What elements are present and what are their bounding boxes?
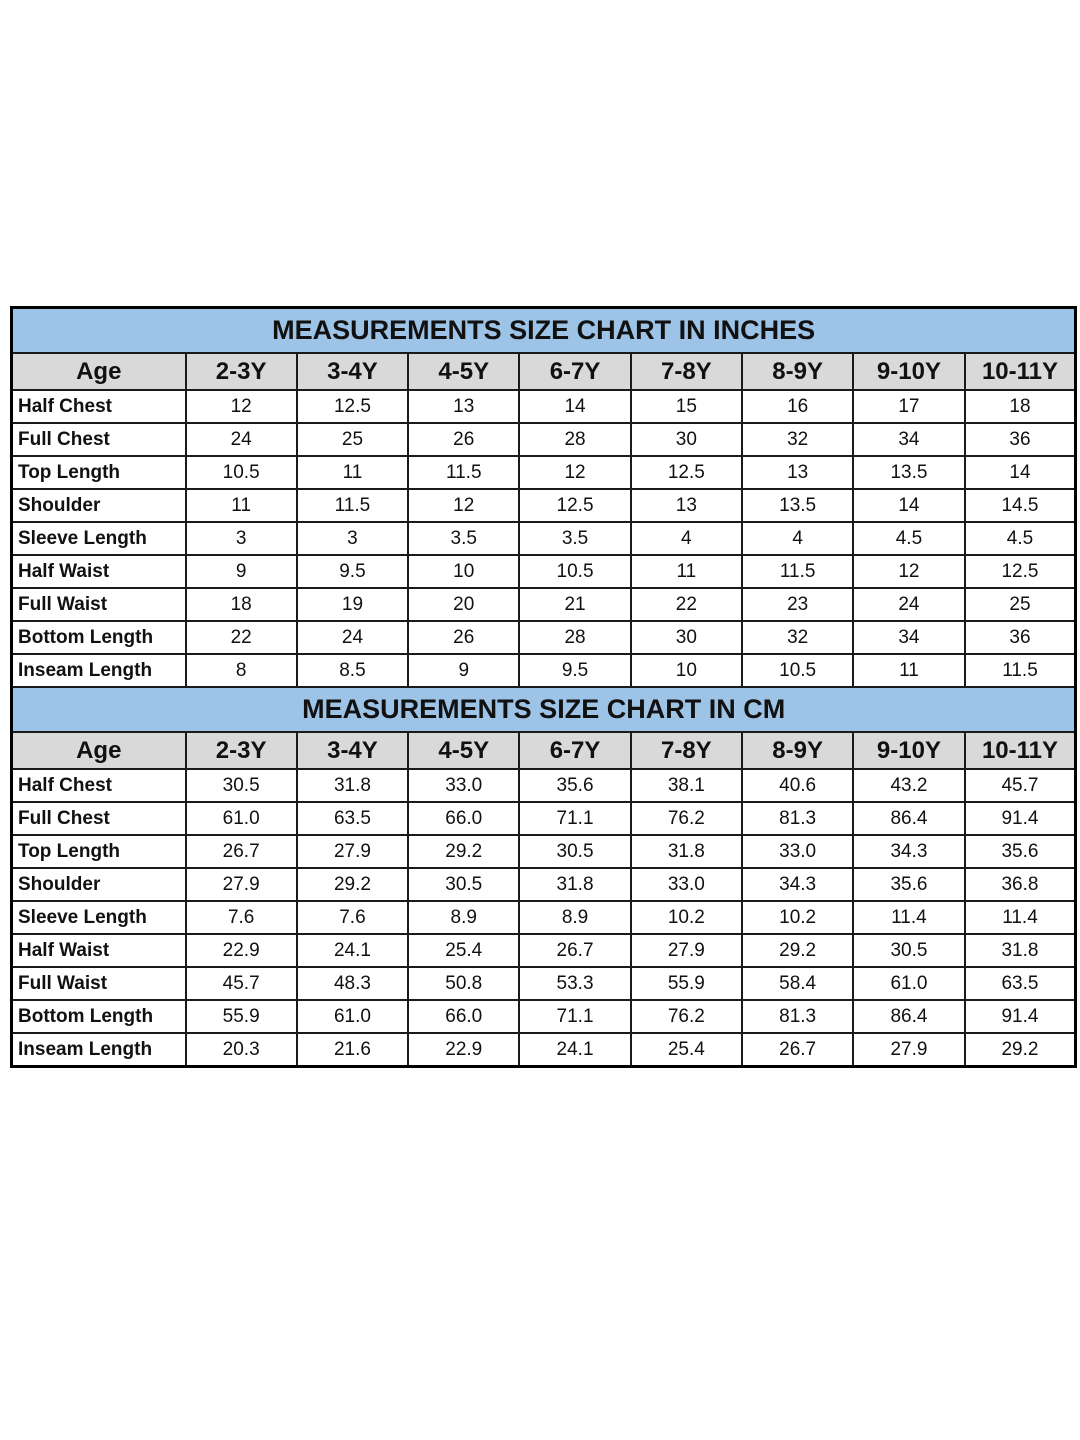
measurement-value: 29.2 <box>742 934 853 967</box>
measurement-label: Top Length <box>12 835 186 868</box>
measurement-value: 71.1 <box>519 802 630 835</box>
measurement-value: 26.7 <box>742 1033 853 1067</box>
measurement-value: 10 <box>631 654 742 687</box>
size-header-cell: 4-5Y <box>408 732 519 769</box>
measurement-value: 20 <box>408 588 519 621</box>
cm-section-title: MEASUREMENTS SIZE CHART IN CM <box>12 687 1076 732</box>
measurement-value: 86.4 <box>853 1000 964 1033</box>
measurement-value: 14 <box>853 489 964 522</box>
measurement-label: Inseam Length <box>12 1033 186 1067</box>
measurement-value: 53.3 <box>519 967 630 1000</box>
measurement-value: 11.5 <box>742 555 853 588</box>
measurement-value: 34.3 <box>853 835 964 868</box>
measurement-value: 20.3 <box>186 1033 297 1067</box>
size-header-cell: 6-7Y <box>519 732 630 769</box>
inches-section-title: MEASUREMENTS SIZE CHART IN INCHES <box>12 308 1076 354</box>
measurement-value: 10.2 <box>742 901 853 934</box>
measurement-value: 33.0 <box>631 868 742 901</box>
measurement-value: 38.1 <box>631 769 742 802</box>
measurement-label: Bottom Length <box>12 621 186 654</box>
measurement-value: 61.0 <box>186 802 297 835</box>
measurement-label: Half Chest <box>12 390 186 423</box>
measurement-value: 21 <box>519 588 630 621</box>
measurement-value: 16 <box>742 390 853 423</box>
measurement-label: Sleeve Length <box>12 522 186 555</box>
table-row <box>12 1000 1076 1033</box>
measurement-value: 12 <box>519 456 630 489</box>
measurement-value: 14 <box>519 390 630 423</box>
size-header-cell: 3-4Y <box>297 353 408 390</box>
measurement-value: 48.3 <box>297 967 408 1000</box>
measurement-value: 43.2 <box>853 769 964 802</box>
size-header-cell: 4-5Y <box>408 353 519 390</box>
measurement-value: 11.5 <box>965 654 1076 687</box>
measurement-value: 9.5 <box>519 654 630 687</box>
measurement-label: Top Length <box>12 456 186 489</box>
table-row <box>12 390 1076 423</box>
table-row <box>12 522 1076 555</box>
table-row <box>12 621 1076 654</box>
measurement-value: 18 <box>186 588 297 621</box>
measurement-value: 28 <box>519 621 630 654</box>
measurement-label: Sleeve Length <box>12 901 186 934</box>
measurement-value: 11.4 <box>853 901 964 934</box>
measurement-value: 91.4 <box>965 802 1076 835</box>
measurement-value: 33.0 <box>408 769 519 802</box>
measurement-value: 12 <box>853 555 964 588</box>
measurement-label: Half Waist <box>12 934 186 967</box>
measurement-value: 34 <box>853 423 964 456</box>
measurement-value: 29.2 <box>297 868 408 901</box>
measurement-value: 55.9 <box>186 1000 297 1033</box>
measurement-value: 91.4 <box>965 1000 1076 1033</box>
measurement-value: 29.2 <box>965 1033 1076 1067</box>
measurement-value: 4.5 <box>853 522 964 555</box>
measurement-value: 63.5 <box>965 967 1076 1000</box>
measurement-value: 55.9 <box>631 967 742 1000</box>
measurement-label: Half Waist <box>12 555 186 588</box>
measurement-value: 12 <box>186 390 297 423</box>
measurement-value: 8.5 <box>297 654 408 687</box>
table-row <box>12 835 1076 868</box>
measurement-value: 13.5 <box>853 456 964 489</box>
measurement-value: 26.7 <box>186 835 297 868</box>
table-row <box>12 802 1076 835</box>
measurement-value: 81.3 <box>742 1000 853 1033</box>
measurement-value: 32 <box>742 423 853 456</box>
measurement-value: 14 <box>965 456 1076 489</box>
measurement-value: 13 <box>408 390 519 423</box>
measurement-value: 24 <box>297 621 408 654</box>
measurement-value: 22 <box>186 621 297 654</box>
measurement-value: 11.4 <box>965 901 1076 934</box>
measurement-value: 30.5 <box>853 934 964 967</box>
size-header-cell: 9-10Y <box>853 732 964 769</box>
table-row <box>12 654 1076 687</box>
measurement-value: 4 <box>742 522 853 555</box>
age-header-cell: Age <box>12 732 186 769</box>
measurement-value: 50.8 <box>408 967 519 1000</box>
measurement-value: 3 <box>297 522 408 555</box>
size-header-cell: 10-11Y <box>965 353 1076 390</box>
table-row <box>12 967 1076 1000</box>
measurement-value: 31.8 <box>631 835 742 868</box>
measurement-value: 8.9 <box>408 901 519 934</box>
size-header-cell: 2-3Y <box>186 732 297 769</box>
measurement-value: 81.3 <box>742 802 853 835</box>
measurement-value: 29.2 <box>408 835 519 868</box>
measurement-value: 24 <box>186 423 297 456</box>
size-header-cell: 7-8Y <box>631 353 742 390</box>
measurement-value: 12.5 <box>631 456 742 489</box>
measurement-value: 22.9 <box>186 934 297 967</box>
measurement-value: 25 <box>297 423 408 456</box>
measurement-value: 40.6 <box>742 769 853 802</box>
measurement-label: Full Chest <box>12 802 186 835</box>
measurement-value: 30 <box>631 621 742 654</box>
measurement-label: Inseam Length <box>12 654 186 687</box>
measurement-value: 12.5 <box>965 555 1076 588</box>
age-header-cell: Age <box>12 353 186 390</box>
measurement-value: 21.6 <box>297 1033 408 1067</box>
size-header-cell: 8-9Y <box>742 732 853 769</box>
measurement-value: 7.6 <box>297 901 408 934</box>
size-header-cell: 3-4Y <box>297 732 408 769</box>
size-header-cell: 8-9Y <box>742 353 853 390</box>
measurement-value: 31.8 <box>297 769 408 802</box>
measurement-value: 76.2 <box>631 802 742 835</box>
measurement-value: 30.5 <box>408 868 519 901</box>
measurement-value: 12 <box>408 489 519 522</box>
measurement-value: 12.5 <box>297 390 408 423</box>
table-row <box>12 901 1076 934</box>
size-header-cell: 9-10Y <box>853 353 964 390</box>
measurement-value: 3 <box>186 522 297 555</box>
measurement-value: 24.1 <box>519 1033 630 1067</box>
measurement-value: 4.5 <box>965 522 1076 555</box>
size-chart <box>10 306 1075 1068</box>
measurement-value: 22.9 <box>408 1033 519 1067</box>
measurement-value: 19 <box>297 588 408 621</box>
measurement-value: 30.5 <box>186 769 297 802</box>
measurement-value: 10.2 <box>631 901 742 934</box>
measurement-value: 26 <box>408 423 519 456</box>
measurement-value: 13 <box>631 489 742 522</box>
measurement-value: 4 <box>631 522 742 555</box>
measurement-label: Full Chest <box>12 423 186 456</box>
size-chart-table <box>10 306 1077 1068</box>
measurement-value: 45.7 <box>965 769 1076 802</box>
measurement-value: 30.5 <box>519 835 630 868</box>
size-header-cell: 10-11Y <box>965 732 1076 769</box>
table-row <box>12 868 1076 901</box>
measurement-value: 36 <box>965 621 1076 654</box>
measurement-value: 36 <box>965 423 1076 456</box>
inches-title-row <box>12 308 1076 354</box>
measurement-value: 25.4 <box>408 934 519 967</box>
measurement-value: 27.9 <box>297 835 408 868</box>
measurement-value: 24 <box>853 588 964 621</box>
table-row <box>12 489 1076 522</box>
measurement-value: 36.8 <box>965 868 1076 901</box>
measurement-value: 11 <box>631 555 742 588</box>
measurement-value: 23 <box>742 588 853 621</box>
measurement-value: 8 <box>186 654 297 687</box>
size-header-cell: 2-3Y <box>186 353 297 390</box>
measurement-value: 27.9 <box>853 1033 964 1067</box>
measurement-value: 27.9 <box>186 868 297 901</box>
table-row <box>12 555 1076 588</box>
measurement-value: 10.5 <box>519 555 630 588</box>
measurement-value: 22 <box>631 588 742 621</box>
measurement-value: 25.4 <box>631 1033 742 1067</box>
measurement-value: 9 <box>408 654 519 687</box>
measurement-value: 35.6 <box>965 835 1076 868</box>
measurement-value: 30 <box>631 423 742 456</box>
measurement-value: 76.2 <box>631 1000 742 1033</box>
measurement-value: 61.0 <box>297 1000 408 1033</box>
measurement-value: 63.5 <box>297 802 408 835</box>
measurement-value: 28 <box>519 423 630 456</box>
measurement-value: 11 <box>853 654 964 687</box>
table-row <box>12 934 1076 967</box>
measurement-value: 13 <box>742 456 853 489</box>
measurement-value: 66.0 <box>408 802 519 835</box>
measurement-label: Shoulder <box>12 868 186 901</box>
measurement-label: Shoulder <box>12 489 186 522</box>
table-row <box>12 1033 1076 1067</box>
measurement-value: 26 <box>408 621 519 654</box>
table-row <box>12 588 1076 621</box>
measurement-value: 18 <box>965 390 1076 423</box>
measurement-value: 8.9 <box>519 901 630 934</box>
measurement-value: 31.8 <box>965 934 1076 967</box>
measurement-value: 24.1 <box>297 934 408 967</box>
inches-header-row <box>12 353 1076 390</box>
measurement-value: 58.4 <box>742 967 853 1000</box>
measurement-value: 34.3 <box>742 868 853 901</box>
measurement-value: 3.5 <box>408 522 519 555</box>
measurement-label: Half Chest <box>12 769 186 802</box>
measurement-value: 27.9 <box>631 934 742 967</box>
measurement-value: 10 <box>408 555 519 588</box>
cm-title-row <box>12 687 1076 732</box>
size-header-cell: 6-7Y <box>519 353 630 390</box>
measurement-value: 17 <box>853 390 964 423</box>
measurement-label: Bottom Length <box>12 1000 186 1033</box>
measurement-value: 61.0 <box>853 967 964 1000</box>
measurement-value: 12.5 <box>519 489 630 522</box>
measurement-value: 10.5 <box>742 654 853 687</box>
measurement-value: 11.5 <box>408 456 519 489</box>
measurement-value: 15 <box>631 390 742 423</box>
measurement-value: 9.5 <box>297 555 408 588</box>
measurement-value: 10.5 <box>186 456 297 489</box>
table-row <box>12 769 1076 802</box>
measurement-label: Full Waist <box>12 967 186 1000</box>
measurement-value: 7.6 <box>186 901 297 934</box>
measurement-label: Full Waist <box>12 588 186 621</box>
size-header-cell: 7-8Y <box>631 732 742 769</box>
measurement-value: 31.8 <box>519 868 630 901</box>
measurement-value: 86.4 <box>853 802 964 835</box>
measurement-value: 14.5 <box>965 489 1076 522</box>
measurement-value: 35.6 <box>519 769 630 802</box>
measurement-value: 9 <box>186 555 297 588</box>
table-row <box>12 456 1076 489</box>
measurement-value: 26.7 <box>519 934 630 967</box>
measurement-value: 34 <box>853 621 964 654</box>
measurement-value: 25 <box>965 588 1076 621</box>
measurement-value: 33.0 <box>742 835 853 868</box>
measurement-value: 11.5 <box>297 489 408 522</box>
measurement-value: 71.1 <box>519 1000 630 1033</box>
measurement-value: 32 <box>742 621 853 654</box>
measurement-value: 11 <box>186 489 297 522</box>
measurement-value: 35.6 <box>853 868 964 901</box>
cm-header-row <box>12 732 1076 769</box>
measurement-value: 11 <box>297 456 408 489</box>
measurement-value: 13.5 <box>742 489 853 522</box>
measurement-value: 45.7 <box>186 967 297 1000</box>
measurement-value: 3.5 <box>519 522 630 555</box>
table-row <box>12 423 1076 456</box>
measurement-value: 66.0 <box>408 1000 519 1033</box>
